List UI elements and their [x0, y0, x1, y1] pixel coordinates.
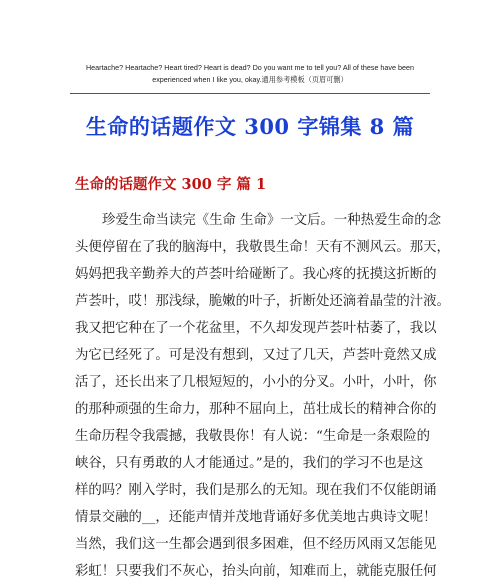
body-line: 情景交融的__，还能声情并茂地背诵好多优美地古典诗文呢！: [75, 510, 437, 525]
body-line: 当然，我们这一生都会遇到很多困难，但不经历风雨又怎能见: [75, 537, 437, 552]
body-line: 的那种顽强的生命力，那种不屈向上，茁壮成长的精神合你的: [75, 402, 437, 417]
document-title: 生命的话题作文 300 字锦集 8 篇: [85, 114, 415, 139]
body-line: 妈妈把我辛勤养大的芦荟叶给碰断了。我心疼的抚摸这折断的: [75, 267, 437, 282]
body-paragraph: [75, 207, 450, 585]
header-divider: [70, 93, 430, 94]
body-line: 样的吗？刚入学时，我们是那么的无知。现在我们不仅能朗诵: [75, 483, 437, 498]
body-line: 彩虹！只要我们不灰心，抬头向前，知难而上，就能克服任何: [75, 564, 437, 579]
body-line: 芦荟叶，哎！那浅绿，脆嫩的叶子，折断处还滴着晶莹的汁液。: [75, 294, 450, 309]
section-heading: 生命的话题作文 300 字 篇 1: [75, 176, 267, 193]
body-line: 活了，还长出来了几根短短的，小小的分叉。小叶，小叶，你: [75, 375, 437, 390]
page-header-note: [70, 62, 430, 86]
body-line: 生命历程令我震撼，我敬畏你！有人说：“生命是一条艰险的: [75, 429, 430, 444]
body-line: 头便停留在了我的脑海中，我敬畏生命！天有不测风云。那天，: [75, 240, 450, 255]
header-line-2: experienced when I like you, okay.通用参考模板（页眉可删）: [152, 75, 348, 84]
body-line: 我又把它种在了一个花盆里，不久却发现芦荟叶枯萎了，我以: [75, 321, 437, 336]
header-line-1: Heartache? Heartache? Heart tired? Heart is dead? Do you want me to tell you? All of these have been: [85, 63, 415, 72]
body-line: 为它已经死了。可是没有想到，又过了几天，芦荟叶竟然又成: [75, 348, 437, 363]
body-line: 珍爱生命当读完《生命 生命》一文后。一种热爱生命的念: [102, 213, 442, 228]
body-line: 峡谷，只有勇敢的人才能通过。”是的，我们的学习不也是这: [75, 456, 424, 471]
